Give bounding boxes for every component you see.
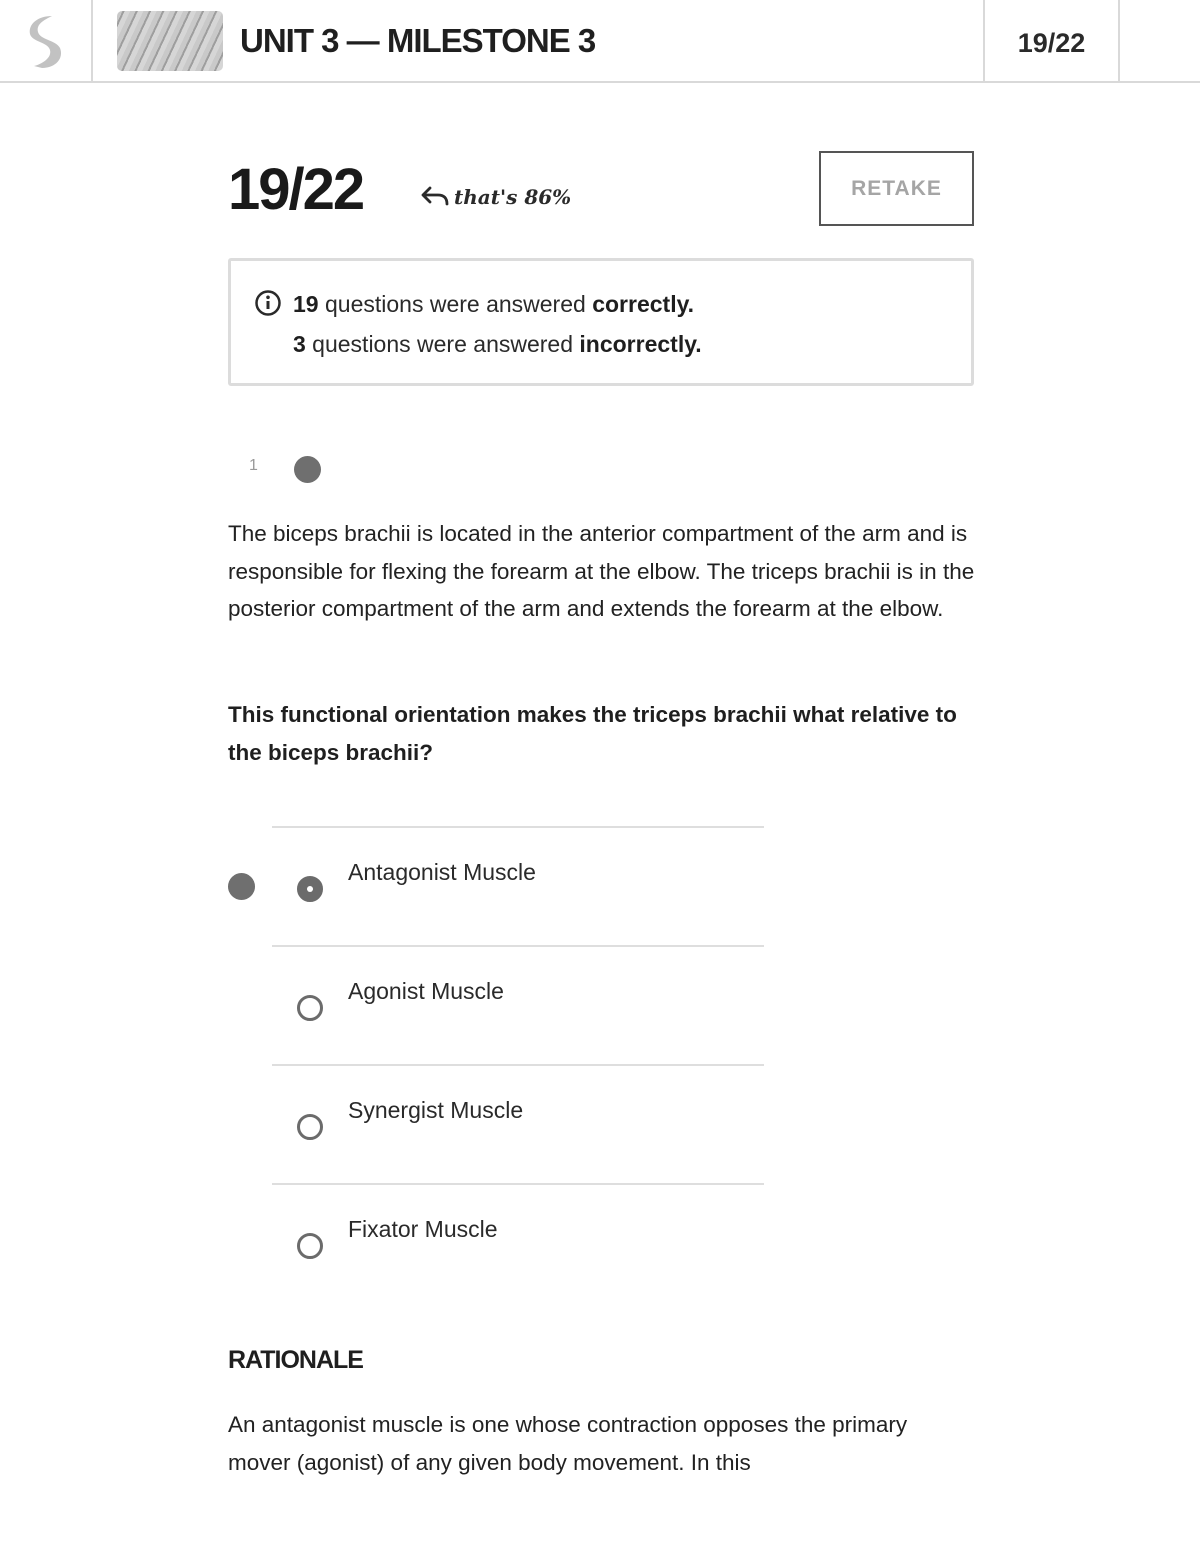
answer-option[interactable] xyxy=(272,1183,764,1302)
incorrect-count: 3 xyxy=(293,331,306,357)
option-label: Fixator Muscle xyxy=(348,1216,498,1242)
question-passage: The biceps brachii is located in the anterior compartment of the arm and is responsible for flexing the forearm at the elbow. The triceps brachii is in the posterior compartment of the arm and extends the forearm at the elbow. xyxy=(228,521,975,621)
top-bar xyxy=(0,0,1200,83)
option-label: Synergist Muscle xyxy=(348,1097,524,1123)
percent-note xyxy=(420,184,571,209)
radio-icon[interactable] xyxy=(297,995,323,1021)
radio-selected-icon[interactable] xyxy=(297,876,323,902)
radio-icon[interactable] xyxy=(297,1114,323,1140)
answer-options xyxy=(272,826,764,1302)
question-number: 1 xyxy=(249,457,258,474)
answer-option[interactable] xyxy=(272,1064,764,1183)
retake-button[interactable]: RETAKE xyxy=(819,151,974,226)
incorrect-summary xyxy=(293,331,702,358)
answer-result-marker xyxy=(228,873,255,900)
page-title: UNIT 3 — MILESTONE 3 xyxy=(240,22,596,59)
option-label: Antagonist Muscle xyxy=(348,859,536,885)
correct-word: correctly. xyxy=(592,291,695,317)
incorrect-text: questions were answered xyxy=(305,331,580,357)
question-prompt: This functional orientation makes the triceps brachii what relative to the biceps brachii? xyxy=(228,702,957,765)
incorrect-word: incorrectly. xyxy=(579,331,702,357)
radio-icon[interactable] xyxy=(297,1233,323,1259)
correct-text: questions were answered xyxy=(318,291,593,317)
sophia-logo-icon xyxy=(22,14,68,70)
correct-count: 19 xyxy=(293,291,319,317)
header-score: 19/22 xyxy=(983,0,1120,83)
option-label: Agonist Muscle xyxy=(348,978,504,1004)
answer-option[interactable] xyxy=(272,945,764,1064)
rationale-heading: RATIONALE xyxy=(228,1346,363,1374)
course-thumbnail xyxy=(117,11,223,71)
result-score: 19/22 xyxy=(228,157,364,222)
results-summary xyxy=(228,258,974,386)
answer-option[interactable] xyxy=(272,826,764,945)
rationale-text: An antagonist muscle is one whose contraction opposes the primary mover (agonist) of any given body movement. In this xyxy=(228,1412,908,1475)
correct-summary xyxy=(293,291,694,318)
curved-arrow-icon xyxy=(420,184,450,208)
info-icon xyxy=(254,289,282,317)
logo-area[interactable] xyxy=(0,0,93,83)
percent-text: that's 86% xyxy=(454,185,572,209)
question-status-dot xyxy=(294,456,321,483)
